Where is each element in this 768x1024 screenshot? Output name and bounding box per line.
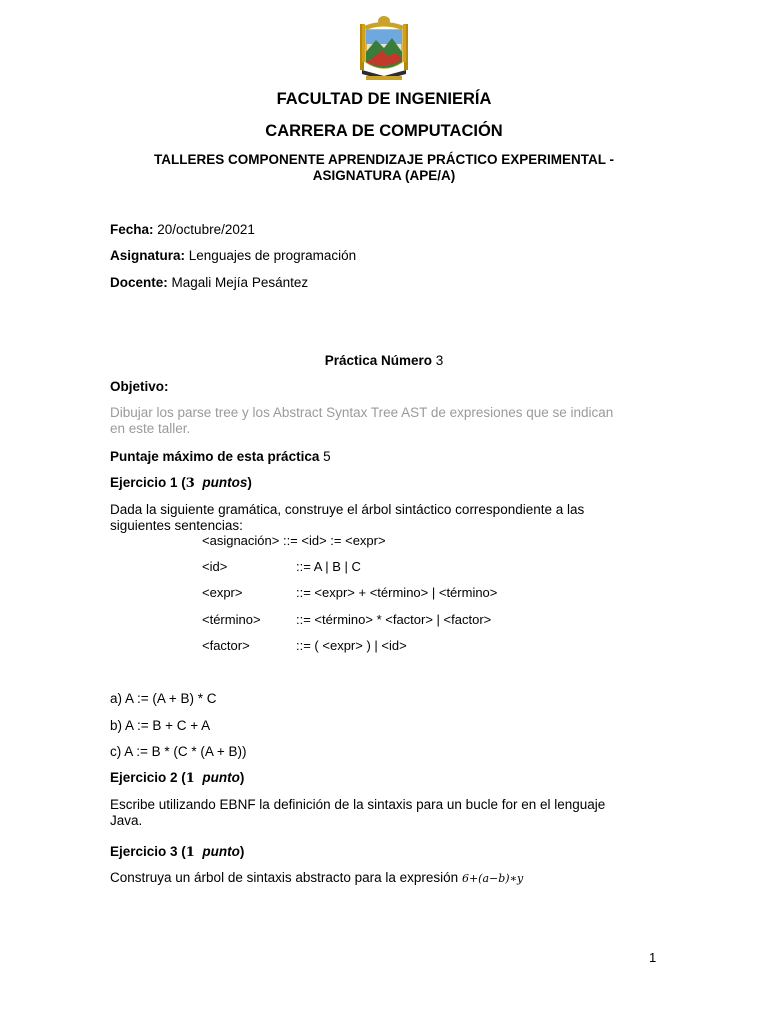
exercise1-description-line2: siguientes sentencias:	[110, 518, 243, 533]
exercise3-title-prefix: Ejercicio 3 (	[110, 844, 186, 859]
exercise1-item-a: a) A := (A + B) * C	[110, 691, 217, 706]
grammar-rule-factor-lhs: <factor>	[202, 638, 250, 653]
exercise3-points: 1	[185, 845, 195, 860]
objective-text-line1: Dibujar los parse tree y los Abstract Syntax Tree AST de expresiones que se indican	[110, 405, 614, 420]
subject-line	[110, 247, 356, 264]
date-label: Fecha:	[110, 222, 154, 237]
exercise2-description-line1: Escribe utilizando EBNF la definición de la sintaxis para un bucle for en el lenguaje	[110, 797, 606, 812]
exercise1-title-suffix: )	[247, 475, 252, 490]
exercise2-points: 1	[185, 771, 195, 786]
practice-label: Práctica Número	[324, 353, 432, 368]
exercise1-title-prefix: Ejercicio 1 (	[110, 475, 186, 490]
exercise3-expression: 6+(a−b)∗y	[461, 872, 524, 885]
university-seal-logo	[358, 14, 410, 90]
practice-number-line	[0, 353, 768, 368]
exercise1-item-c: c) A := B * (C * (A + B))	[110, 744, 247, 759]
grammar-rule-expr-rhs: ::= <expr> + <término> | <término>	[296, 585, 498, 600]
grammar-rule-assign: <asignación> ::= <id> := <expr>	[202, 533, 386, 548]
grammar-rule-id-rhs: ::= A | B | C	[296, 559, 361, 574]
exercise1-title	[110, 474, 252, 492]
exercise2-description-line2: Java.	[110, 813, 143, 828]
exercise1-points: 3	[185, 476, 195, 491]
subject-label: Asignatura:	[110, 248, 186, 263]
max-score-label: Puntaje máximo de esta práctica	[110, 449, 320, 464]
grammar-rule-id-lhs: <id>	[202, 559, 228, 574]
max-score-value: 5	[323, 449, 331, 464]
faculty-title: FACULTAD DE INGENIERÍA	[276, 90, 492, 108]
exercise2-points-word: punto	[202, 770, 240, 785]
exercise2-title-prefix: Ejercicio 2 (	[110, 770, 186, 785]
exercise2-title	[110, 769, 244, 787]
practice-number: 3	[435, 353, 444, 368]
exercise2-title-suffix: )	[239, 770, 245, 785]
exercise3-title	[110, 843, 244, 861]
objective-text-line2: en este taller.	[110, 421, 191, 436]
grammar-rule-term-lhs: <término>	[202, 612, 261, 627]
exercise2-description	[110, 797, 655, 829]
career-title: CARRERA DE COMPUTACIÓN	[265, 122, 503, 140]
workshop-title-line2: ASIGNATURA (APE/A)	[312, 168, 456, 183]
exercise1-description-line1: Dada la siguiente gramática, construye el árbol sintáctico correspondiente a las	[110, 502, 585, 517]
workshop-title-line1: TALLERES COMPONENTE APRENDIZAJE PRÁCTICO EXPERIMENTAL -	[153, 152, 615, 167]
objective-label: Objetivo:	[110, 379, 169, 394]
objective-text	[110, 405, 655, 437]
exercise3-points-word: punto	[202, 844, 240, 859]
exercise3-title-suffix: )	[239, 844, 245, 859]
max-score-line	[110, 448, 331, 465]
exercise3-description	[110, 869, 523, 887]
exercise1-description	[110, 502, 655, 534]
date-line	[110, 221, 255, 238]
exercise1-item-b: b) A := B + C + A	[110, 718, 211, 733]
grammar-rule-expr-lhs: <expr>	[202, 585, 243, 600]
page-number: 1	[649, 950, 657, 965]
exercise1-points-word: puntos	[202, 475, 248, 490]
teacher-line	[110, 274, 308, 291]
teacher-value: Magali Mejía Pesántez	[171, 275, 309, 290]
grammar-rule-factor-rhs: ::= ( <expr> ) | <id>	[296, 638, 407, 653]
exercise3-description-text: Construya un árbol de sintaxis abstracto para la expresión	[110, 870, 459, 885]
teacher-label: Docente:	[110, 275, 168, 290]
date-value: 20/octubre/2021	[157, 222, 255, 237]
workshop-title	[0, 152, 768, 184]
subject-value: Lenguajes de programación	[188, 248, 357, 263]
grammar-rule-term-rhs: ::= <término> * <factor> | <factor>	[296, 612, 492, 627]
